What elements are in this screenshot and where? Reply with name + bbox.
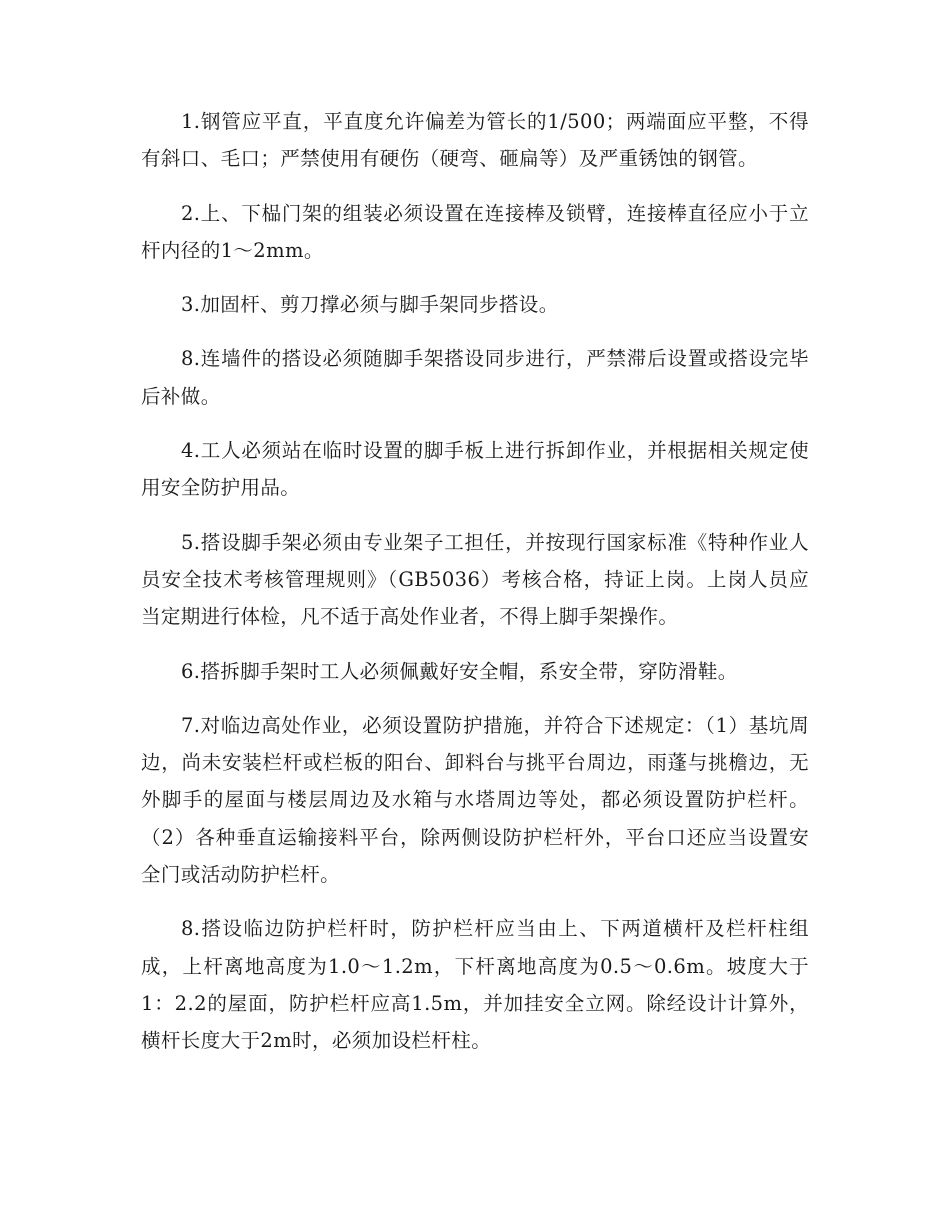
paragraph-item-9: 8.搭设临边防护栏杆时，防护栏杆应当由上、下两道横杆及栏杆柱组成，上杆离地高度为1.0～1.2m，下杆离地高度为0.5～0.6m。坡度大于1：2.2的屋面，防护栏杆应高1.5m，并加挂安全立网。除经设计计算外，横杆长度大于2m时，必须加设栏杆柱。 bbox=[141, 917, 809, 1053]
paragraph-item-1: 1.钢管应平直，平直度允许偏差为管长的1/500；两端面应平整，不得有斜口、毛口；严禁使用有硬伤（硬弯、砸扁等）及严重锈蚀的钢管。 bbox=[141, 110, 809, 171]
paragraph-item-2: 2.上、下榀门架的组装必须设置在连接棒及锁臂，连接棒直径应小于立杆内径的1～2mm。 bbox=[141, 201, 809, 262]
paragraph-item-3: 3.加固杆、剪刀撑必须与脚手架同步搭设。 bbox=[181, 293, 559, 317]
paragraph-item-6: 5.搭设脚手架必须由专业架子工担任，并按现行国家标准《特种作业人员安全技术考核管理规则》（GB5036）考核合格，持证上岗。上岗人员应当定期进行体检，凡不适于高处作业者，不得上脚手架操作。 bbox=[141, 530, 809, 629]
paragraph-item-4: 8.连墙件的搭设必须随脚手架搭设同步进行，严禁滞后设置或搭设完毕后补做。 bbox=[141, 347, 809, 408]
paragraph-item-7: 6.搭拆脚手架时工人必须佩戴好安全帽，系安全带，穿防滑鞋。 bbox=[181, 659, 738, 683]
paragraph-item-5: 4.工人必须站在临时设置的脚手板上进行拆卸作业，并根据相关规定使用安全防护用品。 bbox=[141, 439, 809, 500]
document-body bbox=[141, 103, 809, 1077]
paragraph-item-8: 7.对临边高处作业，必须设置防护措施，并符合下述规定：（1）基坑周边，尚未安装栏杆或栏板的阳台、卸料台与挑平台周边，雨蓬与挑檐边，无外脚手的屋面与楼层周边及水箱与水塔周边等处，都必须设置防护栏杆。（2）各种垂直运输接料平台，除两侧设防护栏杆外，平台口还应当设置安全门或活动防护栏杆。 bbox=[141, 713, 809, 887]
